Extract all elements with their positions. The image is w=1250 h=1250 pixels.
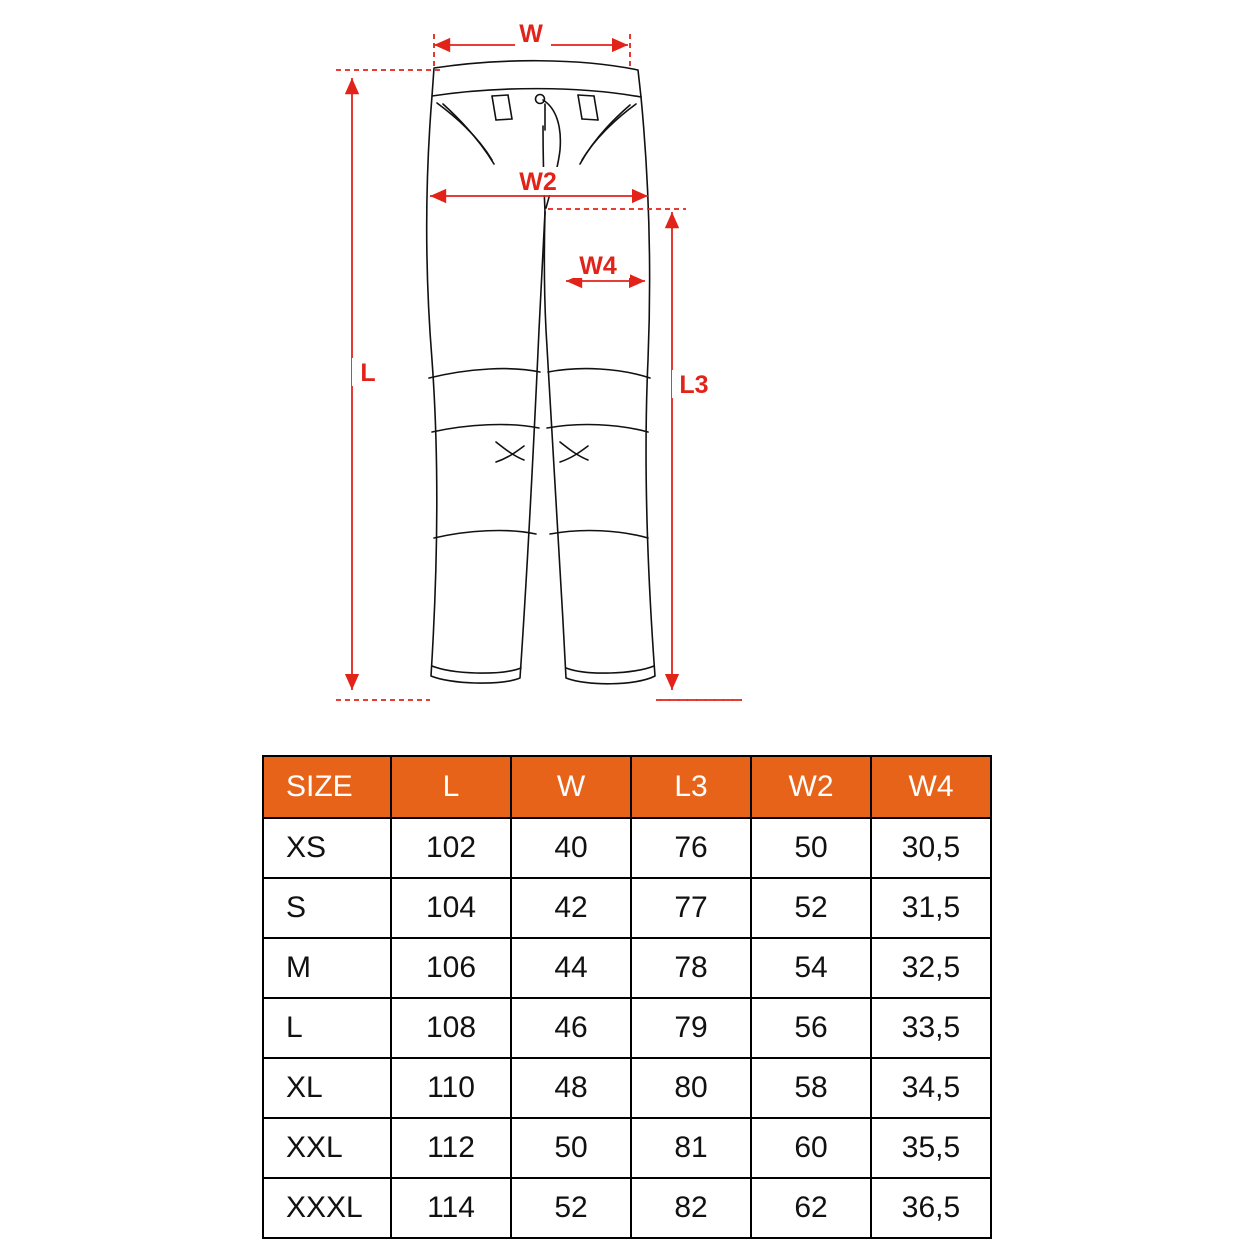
cell-w2: 56	[751, 998, 871, 1058]
cell-w2: 50	[751, 818, 871, 878]
cell-w4: 30,5	[871, 818, 991, 878]
table-row	[263, 1118, 991, 1178]
cell-l: 112	[391, 1118, 511, 1178]
table-row	[263, 1058, 991, 1118]
cell-w4: 35,5	[871, 1118, 991, 1178]
cell-l3: 81	[631, 1118, 751, 1178]
cell-size: XXXL	[263, 1178, 391, 1238]
cell-l3: 79	[631, 998, 751, 1058]
cell-w: 44	[511, 938, 631, 998]
cell-size: M	[263, 938, 391, 998]
cell-l3: 76	[631, 818, 751, 878]
cell-size: S	[263, 878, 391, 938]
column-header-l: L	[391, 756, 511, 818]
cell-w: 52	[511, 1178, 631, 1238]
table-row	[263, 818, 991, 878]
cell-w: 48	[511, 1058, 631, 1118]
table-header-row	[263, 756, 991, 818]
cell-w2: 60	[751, 1118, 871, 1178]
cell-l: 102	[391, 818, 511, 878]
cell-size: XXL	[263, 1118, 391, 1178]
cell-l: 108	[391, 998, 511, 1058]
cell-size: L	[263, 998, 391, 1058]
dim-label-w: W	[519, 20, 543, 48]
cell-size: XS	[263, 818, 391, 878]
cell-l3: 82	[631, 1178, 751, 1238]
column-header-w: W	[511, 756, 631, 818]
column-header-l3: L3	[631, 756, 751, 818]
cell-w4: 36,5	[871, 1178, 991, 1238]
dim-label-l: L	[360, 359, 376, 387]
cell-w2: 54	[751, 938, 871, 998]
cell-w4: 31,5	[871, 878, 991, 938]
cell-w2: 58	[751, 1058, 871, 1118]
size-chart-table	[262, 755, 988, 1239]
cell-w: 50	[511, 1118, 631, 1178]
cell-w: 46	[511, 998, 631, 1058]
cell-w: 40	[511, 818, 631, 878]
dim-label-w4: W4	[579, 252, 617, 280]
column-header-w2: W2	[751, 756, 871, 818]
cell-l: 106	[391, 938, 511, 998]
column-header-size: SIZE	[263, 756, 391, 818]
dim-label-w2: W2	[519, 168, 557, 196]
cell-l3: 78	[631, 938, 751, 998]
cell-l3: 80	[631, 1058, 751, 1118]
table-row	[263, 998, 991, 1058]
cell-w4: 34,5	[871, 1058, 991, 1118]
cell-w2: 52	[751, 878, 871, 938]
cell-size: XL	[263, 1058, 391, 1118]
cell-w4: 33,5	[871, 998, 991, 1058]
dim-label-l3: L3	[679, 371, 709, 399]
table-row	[263, 1178, 991, 1238]
cell-l: 110	[391, 1058, 511, 1118]
cell-l: 114	[391, 1178, 511, 1238]
table-row	[263, 938, 991, 998]
table-row	[263, 878, 991, 938]
cell-w4: 32,5	[871, 938, 991, 998]
cell-l3: 77	[631, 878, 751, 938]
cell-w2: 62	[751, 1178, 871, 1238]
column-header-w4: W4	[871, 756, 991, 818]
cell-l: 104	[391, 878, 511, 938]
cell-w: 42	[511, 878, 631, 938]
